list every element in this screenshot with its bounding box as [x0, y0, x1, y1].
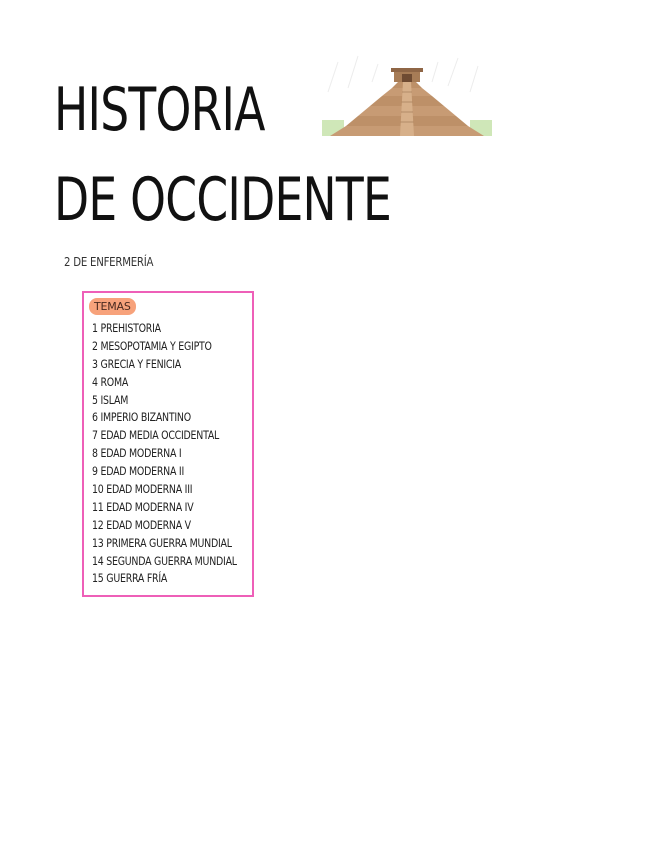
- topic-item: 4 ROMA: [92, 374, 129, 389]
- pyramid-icon: [318, 52, 496, 142]
- topic-item: 9 EDAD MODERNA II: [92, 464, 184, 479]
- topic-item: 13 PRIMERA GUERRA MUNDIAL: [92, 535, 232, 550]
- title-line-2: DE OCCIDENTE: [54, 165, 392, 235]
- course-subtitle: 2 DE ENFERMERÍA: [64, 255, 154, 269]
- topic-item: 15 GUERRA FRÍA: [92, 571, 168, 586]
- topic-item: 11 EDAD MODERNA IV: [92, 499, 194, 514]
- topic-item: 14 SEGUNDA GUERRA MUNDIAL: [92, 553, 237, 568]
- topics-list: [92, 320, 269, 588]
- topic-item: 6 IMPERIO BIZANTINO: [92, 410, 191, 425]
- topic-item: 12 EDAD MODERNA V: [92, 517, 191, 532]
- topic-item: 7 EDAD MEDIA OCCIDENTAL: [92, 428, 220, 443]
- title-line-1: HISTORIA: [54, 75, 265, 145]
- topic-item: 5 ISLAM: [92, 392, 129, 407]
- topics-box: [82, 291, 254, 597]
- topic-item: 10 EDAD MODERNA III: [92, 482, 193, 497]
- topic-item: 1 PREHISTORIA: [92, 321, 161, 335]
- topics-tag: TEMAS: [89, 298, 136, 315]
- topic-item: 3 GRECIA Y FENICIA: [92, 356, 181, 371]
- topic-item: 8 EDAD MODERNA I: [92, 446, 182, 461]
- topic-item: 2 MESOPOTAMIA Y EGIPTO: [92, 338, 212, 353]
